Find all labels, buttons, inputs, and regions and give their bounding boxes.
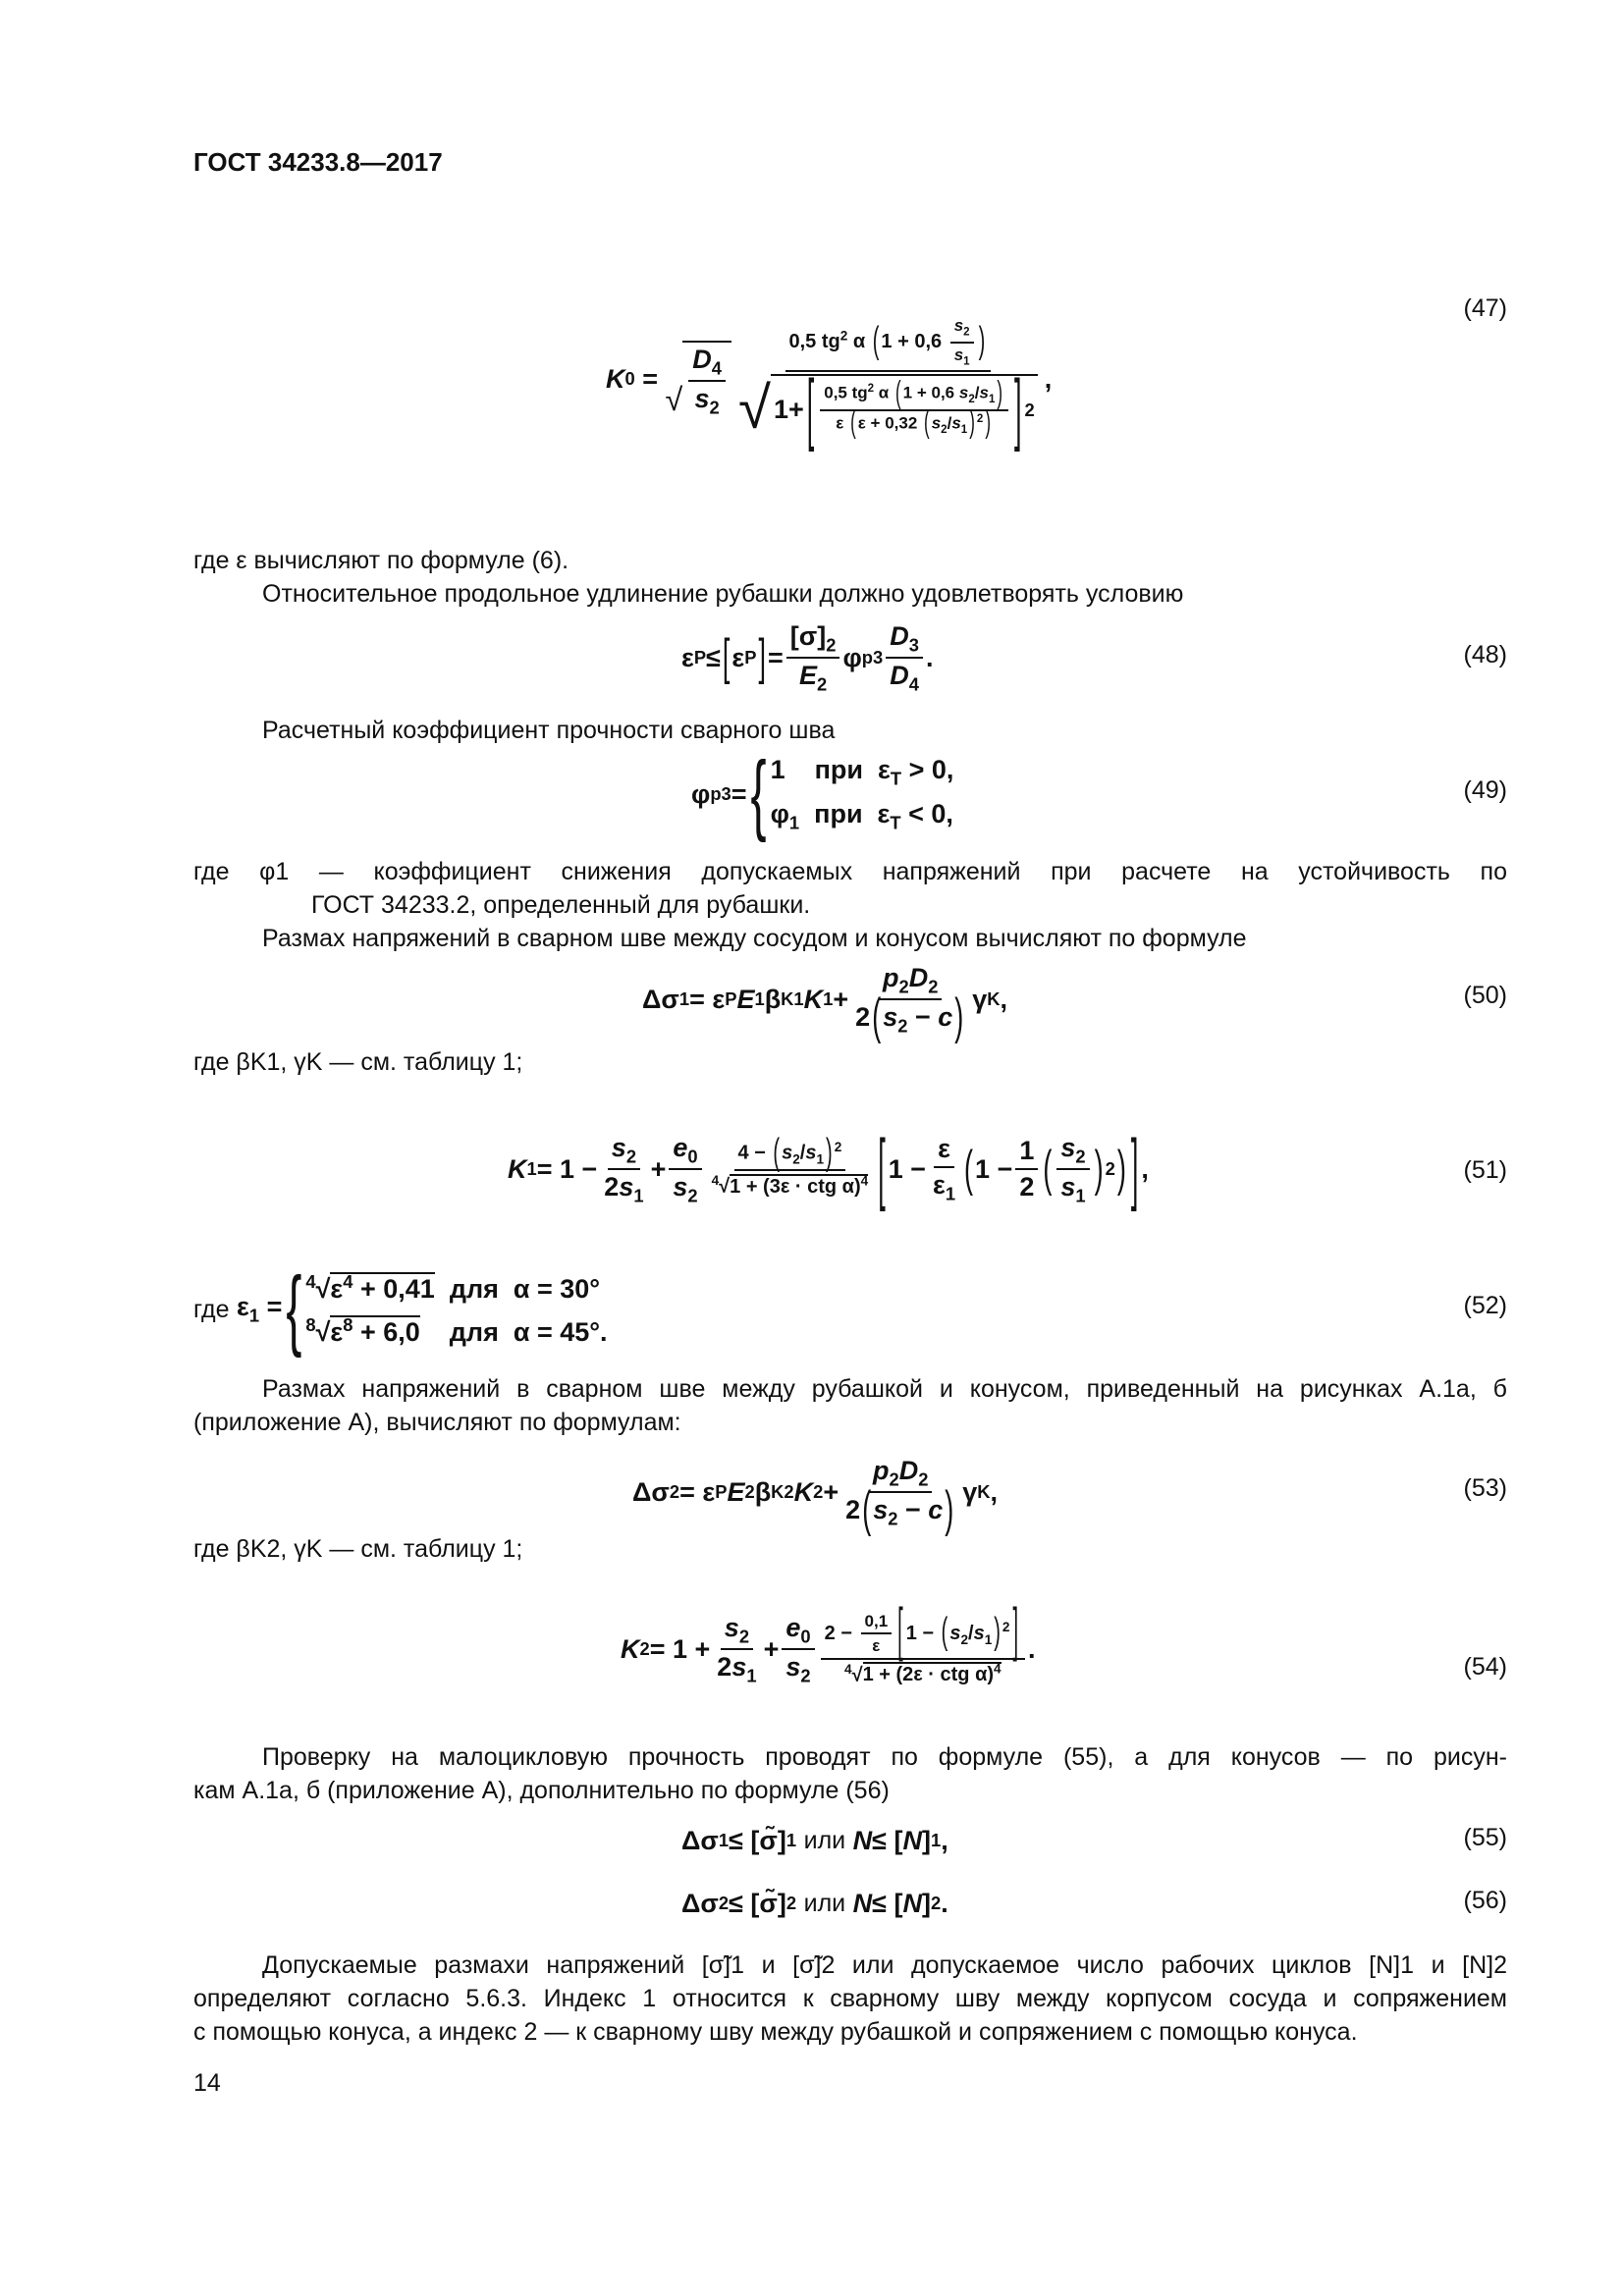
text-low-cycle-check-line2: кам А.1а, б (приложение А), дополнительно по формуле (56) <box>193 1777 890 1804</box>
formula-52: где $\varepsilon_1$ = { $^4√\varepsilon^4 + 0,41$ для α = 30° $^8√\varepsilon^8 + 6,0$ для α = 45°. <box>193 1259 608 1360</box>
text-phi1-def-line2: ГОСТ 34233.2, определенный для рубашки. <box>311 891 811 919</box>
eq-number-52: (52) <box>1463 1292 1507 1319</box>
eq-number-55: (55) <box>1463 1824 1507 1851</box>
text-allowable-ranges-line1: Допускаемые размахи напряжений [σ̃]1 и [σ̃]2 или допускаемое число рабочих циклов [N]1 и [N]2 <box>262 1951 1507 1979</box>
text-stress-range-jacket-line2: (приложение А), вычисляют по формулам: <box>193 1409 681 1436</box>
formula-49: φ p3 = { 1 при $\varepsilon_T > 0$, $\varphi_1$ при $\varepsilon_T < 0$, <box>691 744 954 844</box>
text-beta-k2-ref: где βK2, γK — см. таблицу 1; <box>193 1535 523 1563</box>
eq-number-53: (53) <box>1463 1474 1507 1502</box>
eq-number-49: (49) <box>1463 776 1507 804</box>
eq-number-51: (51) <box>1463 1156 1507 1184</box>
text-allowable-ranges-line3: с помощью конуса, а индекс 2 — к сварному шву между рубашкой и сопряжением с помощью конуса. <box>193 2018 1358 2046</box>
text-beta-k1-ref: где βK1, γK — см. таблицу 1; <box>193 1048 523 1076</box>
text-weld-coefficient: Расчетный коэффициент прочности сварного шва <box>262 717 836 744</box>
formula-56: Δσ 2 ≤ [σ̃] 2 или N ≤ [ N ] 2 . <box>681 1888 948 1918</box>
eq-number-47: (47) <box>1463 294 1507 322</box>
formula-55: Δσ 1 ≤ [σ̃] 1 или N ≤ [ N ] 1 , <box>681 1825 948 1855</box>
text-elongation-condition: Относительное продольное удлинение рубашки должно удовлетворять условию <box>262 580 1184 608</box>
eq-number-56: (56) <box>1463 1887 1507 1914</box>
text-eps-ref: где ε вычисляют по формуле (6). <box>193 547 569 574</box>
eq-number-50: (50) <box>1463 982 1507 1009</box>
text-low-cycle-check-line1: Проверку на малоцикловую прочность проводят по формуле (55), а для конусов — по рисун- <box>262 1743 1507 1771</box>
eq-number-48: (48) <box>1463 641 1507 668</box>
text-stress-range-vessel: Размах напряжений в сварном шве между сосудом и конусом вычисляют по формуле <box>262 925 1247 952</box>
formula-51: K 1 = 1 − $s_2$ $2s_1$ + $e_0$ $s_2$ 4 − ( $s_2/s_1$ ) $^2$ $^4$√1 + (3ε · ctg α)$^4$ [ 1 − ε $\varepsilon_1$ ( 1 − 1 2 ( $s_2$ $s_1$ ) 2 ) ] , <box>508 1123 1149 1212</box>
text-stress-range-jacket-line1: Размах напряжений в сварном шве между рубашкой и конусом, приведенный на рисунках А.1а, б <box>262 1375 1507 1403</box>
formula-48: ε P ≤ [ ε P ] = $[\sigma]_2$ $E_2$ φ p3 $D_3$ $D_4$ . <box>681 620 934 695</box>
document-header: ГОСТ 34233.8—2017 <box>193 147 443 177</box>
formula-53: Δσ 2 = ε P E 2 β K2 K 2 + $p_2D_2$ $2(s_2 - c)$ γ K , <box>632 1455 999 1538</box>
page-number: 14 <box>193 2069 221 2097</box>
formula-50: Δσ 1 = ε P E 1 β K1 K 1 + $p_2D_2$ $2(s_2 - c)$ γ K , <box>642 962 1008 1045</box>
eq-number-54: (54) <box>1463 1653 1507 1681</box>
formula-47: K 0 = √ $D_4$ $s_2$ 0,5 $tg^2$ α ( 1 + 0,6 $\frac{s_2}{s_1}$ ) √ 1+ [ 0,5 $tg^2$ α ( 1 + 0,6 $s_2/s_1$ ) ε ( ε + 0,32 ( $s_2/s_1$ ) $^2$ ) ] 2 , <box>606 315 1053 454</box>
text-phi1-def-line1: где φ1 — коэффициент снижения допускаемых напряжений при расчете на устойчивость по <box>193 858 1507 885</box>
text-allowable-ranges-line2: определяют согласно 5.6.3. Индекс 1 относится к сварному шву между корпусом сосуда и сопряжением <box>193 1985 1507 2012</box>
formula-54: K 2 = 1 + $s_2$ $2s_1$ + $e_0$ $s_2$ 2 − $\frac{0,1}{\varepsilon}$ [ 1 − ( $s_2/s_1$ ) $^2$ ] $^4$√1 + (2ε · ctg α)$^4$ . <box>621 1599 1036 1686</box>
